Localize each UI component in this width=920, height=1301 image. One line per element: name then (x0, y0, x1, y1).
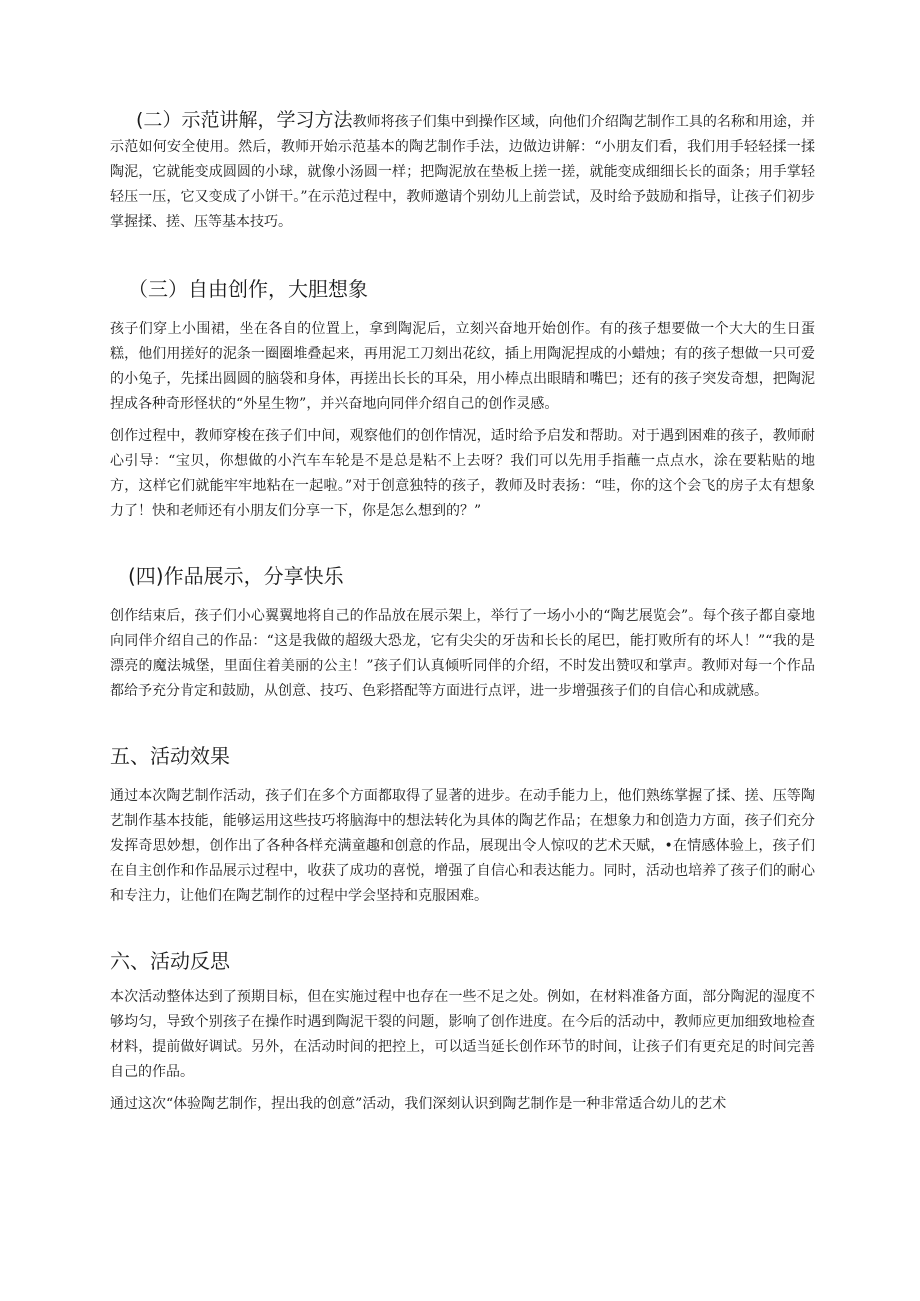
document-page (110, 108, 815, 1124)
section-2-paragraph (110, 108, 815, 235)
section-3-paragraph-2: 创作过程中，教师穿梭在孩子们中间，观察他们的创作情况，适时给予启发和帮助。对于遇到困难的孩子，教师耐心引导：“宝贝，你想做的小汽车车轮是不是总是粘不上去呀？我们可以先用手指蘸一点点水，涂在要粘贴的地方，这样它们就能牢牢地粘在一起啦。”对于创意独特的孩子，教师及时表扬：“哇，你的这个会飞的房子太有想象力了！快和老师还有小朋友们分享一下，你是怎么想到的？” (110, 428, 815, 519)
section-2-heading: (二）示范讲解，学习方法 (136, 109, 353, 131)
section-4-paragraph: 创作结束后，孩子们小心翼翼地将自己的作品放在展示架上，举行了一场小小的“陶艺展览会”。每个孩子都自豪地向同伴介绍自己的作品：“这是我做的超级大恐龙，它有尖尖的牙齿和长长的尾巴，能打败所有的坏人！”“我的是漂亮的魔法城堡，里面住着美丽的公主！”孩子们认真倾听同伴的介绍，不时发出赞叹和掌声。教师对每一个作品都给予充分肯定和鼓励，从创意、技巧、色彩搭配等方面进行点评，进一步增强孩子们的自信心和成就感。 (110, 608, 815, 699)
section-5-paragraph: 通过本次陶艺制作活动，孩子们在多个方面都取得了显著的进步。在动手能力上，他们熟练掌握了揉、搓、压等陶艺制作基本技能，能够运用这些技巧将脑海中的想法转化为具体的陶艺作品；在想象力和创造力方面，孩子们充分发挥奇思妙想，创作出了各种各样充满童趣和创意的作品，展现出令人惊叹的艺术天赋，•在情感体验上，孩子们在自主创作和作品展示过程中，收获了成功的喜悦，增强了自信心和表达能力。同时，活动也培养了孩子们的耐心和专注力，让他们在陶艺制作的过程中学会坚持和克服困难。 (110, 788, 815, 904)
section-4-heading: (四)作品展示，分享快乐 (128, 564, 344, 588)
section-6-paragraph-1: 本次活动整体达到了预期目标，但在实施过程中也存在一些不足之处。例如，在材料准备方面，部分陶泥的湿度不够均匀，导致个别孩子在操作时遇到陶泥干裂的问题，影响了创作进度。在今后的活动中，教师应更加细致地检查材料，提前做好调试。另外，在活动时间的把控上，可以适当延长创作环节的时间，让孩子们有更充足的时间完善自己的作品。 (110, 989, 815, 1080)
section-6-heading: 六、活动反思 (110, 949, 230, 973)
section-5-heading: 五、活动效果 (110, 744, 230, 768)
section-3-heading: （三）自由创作，大胆想象 (128, 277, 368, 301)
section-2-body: 教师将孩子们集中到操作区域，向他们介绍陶艺制作工具的名称和用途，并示范如何安全使用。然后，教师开始示范基本的陶艺制作手法，边做边讲解：“小朋友们看，我们用手轻轻揉一揉陶泥，它就能变成圆圆的小球，就像小汤圆一样；把陶泥放在垫板上搓一搓，就能变成细细长长的面条；用手掌轻轻压一压，它又变成了小饼干。”在示范过程中，教师邀请个别幼儿上前尝试，及时给予鼓励和指导，让孩子们初步掌握揉、搓、压等基本技巧。 (110, 114, 815, 230)
section-3-paragraph-1: 孩子们穿上小围裙，坐在各自的位置上，拿到陶泥后，立刻兴奋地开始创作。有的孩子想要做一个大大的生日蛋糕，他们用搓好的泥条一圈圈堆叠起来，再用泥工刀刻出花纹，插上用陶泥捏成的小蜡烛；有的孩子想做一只可爱的小兔子，先揉出圆圆的脑袋和身体，再搓出长长的耳朵，用小棒点出眼睛和嘴巴；还有的孩子突发奇想，把陶泥捏成各种奇形怪状的“外星生物”，并兴奋地向同伴介绍自己的创作灵感。 (110, 321, 815, 412)
section-6-paragraph-2: 通过这次“体验陶艺制作，捏出我的创意”活动，我们深刻认识到陶艺制作是一种非常适合幼儿的艺术 (110, 1096, 727, 1112)
